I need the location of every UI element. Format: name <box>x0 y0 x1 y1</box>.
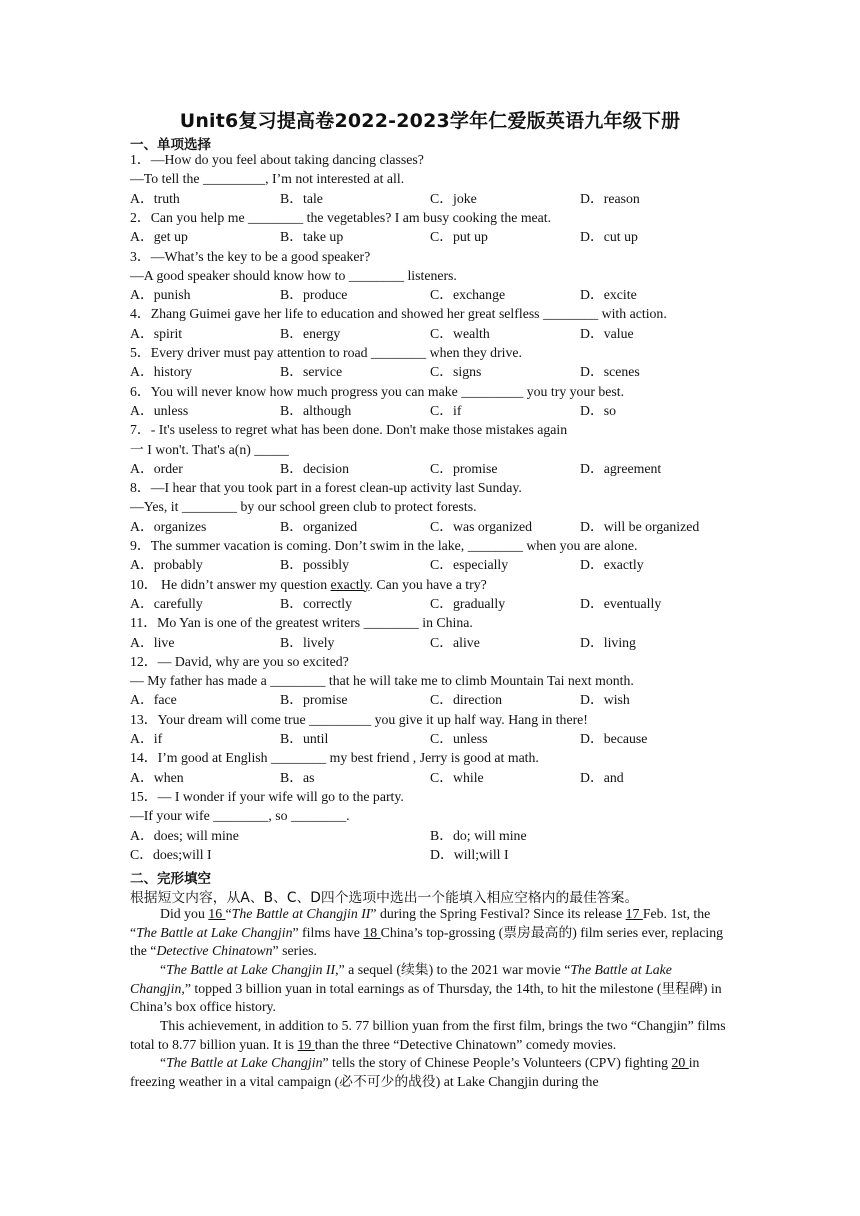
option-a[interactable]: A．when <box>130 769 184 785</box>
option-c[interactable]: C．gradually <box>430 595 506 611</box>
option-d[interactable]: D．reason <box>580 190 640 206</box>
question-stem: 7．- It's useless to regret what has been done. Don't make those mistakes again <box>130 422 568 438</box>
question-response: —Yes, it ________ by our school green club to protect forests. <box>130 499 477 515</box>
option-a[interactable]: A．history <box>130 364 193 380</box>
option-d[interactable]: D．cut up <box>580 229 638 245</box>
film-title: Detective Chinatown <box>156 943 273 959</box>
question-stem: 13．Your dream will come true _________ you give it up half way. Hang in there! <box>130 711 588 727</box>
question-stem: 8．—I hear that you took part in a forest clean-up activity last Sunday. <box>130 480 522 496</box>
question-response: 一 I won't. That's a(n) _____ <box>130 441 289 457</box>
cloze-paragraph-2 <box>130 961 730 1017</box>
option-d[interactable]: D．value <box>580 325 634 341</box>
option-a[interactable]: A．unless <box>130 402 189 418</box>
question-stem: 5．Every driver must pay attention to road ________ when they drive. <box>130 345 522 360</box>
option-d[interactable]: D．scenes <box>580 364 640 380</box>
option-a[interactable]: A．carefully <box>130 595 203 611</box>
question-stem: 4．Zhang Guimei gave her life to education and showed her great selfless ________ with action. <box>130 306 667 322</box>
option-a[interactable]: A．face <box>130 692 177 708</box>
option-b[interactable]: B．promise <box>280 692 348 708</box>
option-d[interactable]: D．exactly <box>580 557 644 573</box>
option-d[interactable]: D．will;will I <box>430 846 509 862</box>
option-c[interactable]: C．signs <box>430 364 482 380</box>
cloze-paragraph-3 <box>130 1017 730 1054</box>
blank-17[interactable]: 17 <box>625 906 643 922</box>
option-d[interactable]: D．eventually <box>580 595 662 611</box>
option-c[interactable]: C．does;will I <box>130 846 212 862</box>
option-b[interactable]: B．produce <box>280 287 348 303</box>
question-stem: 14．I’m good at English ________ my best friend , Jerry is good at math. <box>130 750 539 766</box>
option-b[interactable]: B．organized <box>280 518 358 534</box>
option-d[interactable]: D．wish <box>580 692 630 708</box>
option-c[interactable]: C．alive <box>430 634 480 650</box>
text: ” during the Spring Festival? Since its release <box>370 906 626 922</box>
question-response: — My father has made a ________ that he will take me to climb Mountain Tai next month. <box>130 673 634 689</box>
question-response: —A good speaker should know how to ________ listeners. <box>130 267 457 283</box>
option-a[interactable]: A．get up <box>130 229 188 245</box>
blank-20[interactable]: 20 <box>671 1055 689 1071</box>
question-stem: 11．Mo Yan is one of the greatest writers ________ in China. <box>130 615 473 631</box>
option-b[interactable]: B．correctly <box>280 595 353 611</box>
option-a[interactable]: A．truth <box>130 190 180 206</box>
text: “ <box>225 906 232 922</box>
option-d[interactable]: D．so <box>580 402 617 418</box>
option-c[interactable]: C．direction <box>430 692 503 708</box>
option-c[interactable]: C．joke <box>430 190 477 206</box>
option-a[interactable]: A．probably <box>130 557 203 573</box>
option-a[interactable]: A．does; will mine <box>130 827 239 843</box>
blank-18[interactable]: 18 <box>363 924 381 940</box>
question-response: —To tell the _________, I’m not interested at all. <box>130 171 405 187</box>
text: ” films have <box>292 924 364 940</box>
option-b[interactable]: B．although <box>280 402 352 418</box>
option-b[interactable]: B．lively <box>280 634 335 650</box>
option-a[interactable]: A．if <box>130 731 163 746</box>
text: than the three “Detective Chinatown” comedy movies. <box>314 1036 617 1052</box>
option-a[interactable]: A．live <box>130 634 175 650</box>
blank-16[interactable]: 16 <box>208 906 226 922</box>
question-stem: 12．— David, why are you so excited? <box>130 653 349 669</box>
text: “ <box>160 1055 167 1071</box>
option-c[interactable]: C．unless <box>430 731 488 746</box>
cloze-paragraph-1 <box>130 905 730 961</box>
option-b[interactable]: B．do; will mine <box>430 827 527 843</box>
blank-19[interactable]: 19 <box>297 1036 315 1052</box>
text: ” series. <box>272 943 317 959</box>
film-title: The Battle at Changjin II <box>231 906 371 922</box>
option-c[interactable]: C．while <box>430 769 484 785</box>
film-title: The Battle at Lake Changjin <box>130 962 672 996</box>
option-d[interactable]: D．and <box>580 769 624 785</box>
option-b[interactable]: B．decision <box>280 460 349 476</box>
option-c[interactable]: C．especially <box>430 557 509 573</box>
question-response: —If your wife ________, so ________. <box>130 808 350 824</box>
text: ” tells the story of Chinese People’s Volunteers (CPV) fighting <box>322 1055 672 1071</box>
option-a[interactable]: A．punish <box>130 287 191 303</box>
option-c[interactable]: C．was organized <box>430 518 533 534</box>
question-stem: 2．Can you help me ________ the vegetables? I am busy cooking the meat. <box>130 209 552 225</box>
section-heading-single-choice: 一、单项选择 <box>130 137 211 153</box>
cloze-instructions: 根据短文内容，从A、B、C、D四个选项中选出一个能填入相应空格内的最佳答案。 <box>130 890 639 907</box>
text: “ <box>160 962 167 978</box>
text: ,” a sequel (续集) to the 2021 war movie “ <box>335 962 571 978</box>
text: Did you <box>160 906 209 922</box>
option-b[interactable]: B．energy <box>280 325 341 341</box>
option-b[interactable]: B．possibly <box>280 557 349 573</box>
cloze-paragraph-4 <box>130 1054 730 1091</box>
underlined-word: exactly <box>330 576 370 592</box>
option-a[interactable]: A．organizes <box>130 518 207 534</box>
text: Feb. 1st, the “ <box>130 906 711 940</box>
option-b[interactable]: B．service <box>280 364 343 380</box>
option-b[interactable]: B．take up <box>280 229 344 245</box>
option-d[interactable]: D．because <box>580 731 648 746</box>
question-stem: 15．— I wonder if your wife will go to the party. <box>130 788 404 804</box>
option-a[interactable]: A．spirit <box>130 325 183 341</box>
question-stem: 3．—What’s the key to be a good speaker? <box>130 248 371 264</box>
option-b[interactable]: B．tale <box>280 190 323 206</box>
option-c[interactable]: C．exchange <box>430 287 506 303</box>
film-title: The Battle at Lake Changjin <box>136 924 293 940</box>
option-c[interactable]: C．if <box>430 402 462 418</box>
option-d[interactable]: D．living <box>580 634 636 650</box>
film-title: The Battle at Lake Changjin <box>166 1055 323 1071</box>
option-d[interactable]: D．excite <box>580 287 637 303</box>
question-stem: 10． He didn’t answer my question exactly. Can you have a try? <box>130 576 487 592</box>
question-stem: 6．You will never know how much progress you can make _________ you try your best. <box>130 383 625 399</box>
option-c[interactable]: C．wealth <box>430 325 490 341</box>
question-stem: 9．The summer vacation is coming. Don’t swim in the lake, ________ when you are alone. <box>130 538 638 553</box>
text: This achievement, in addition to 5. 77 billion yuan from the first film, brings the two “Changjin” films total to 8.77 billion yuan. It is <box>130 1018 726 1052</box>
option-b[interactable]: B．until <box>280 731 329 746</box>
option-c[interactable]: C．promise <box>430 460 498 476</box>
option-a[interactable]: A．order <box>130 460 183 476</box>
option-c[interactable]: C．put up <box>430 229 488 245</box>
text: ,” topped 3 billion yuan in total earnings as of Thursday, the 14th, to hit the milestone (里程碑) in China’s box office history. <box>130 980 722 1015</box>
option-d[interactable]: D．agreement <box>580 460 662 476</box>
option-b[interactable]: B．as <box>280 769 315 785</box>
page-title: Unit6复习提高卷2022-2023学年仁爱版英语九年级下册 <box>179 110 681 132</box>
section-heading-cloze: 二、完形填空 <box>130 871 211 888</box>
option-d[interactable]: D．will be organized <box>580 518 700 534</box>
film-title: The Battle at Lake Changjin II <box>166 962 336 978</box>
question-stem: 1．—How do you feel about taking dancing classes? <box>130 152 424 167</box>
text: China’s top-grossing (票房最高的) film series ever, replacing the “ <box>130 924 724 959</box>
text: in freezing weather in a vital campaign (必不可少的战役) at Lake Changjin during the <box>130 1055 700 1089</box>
